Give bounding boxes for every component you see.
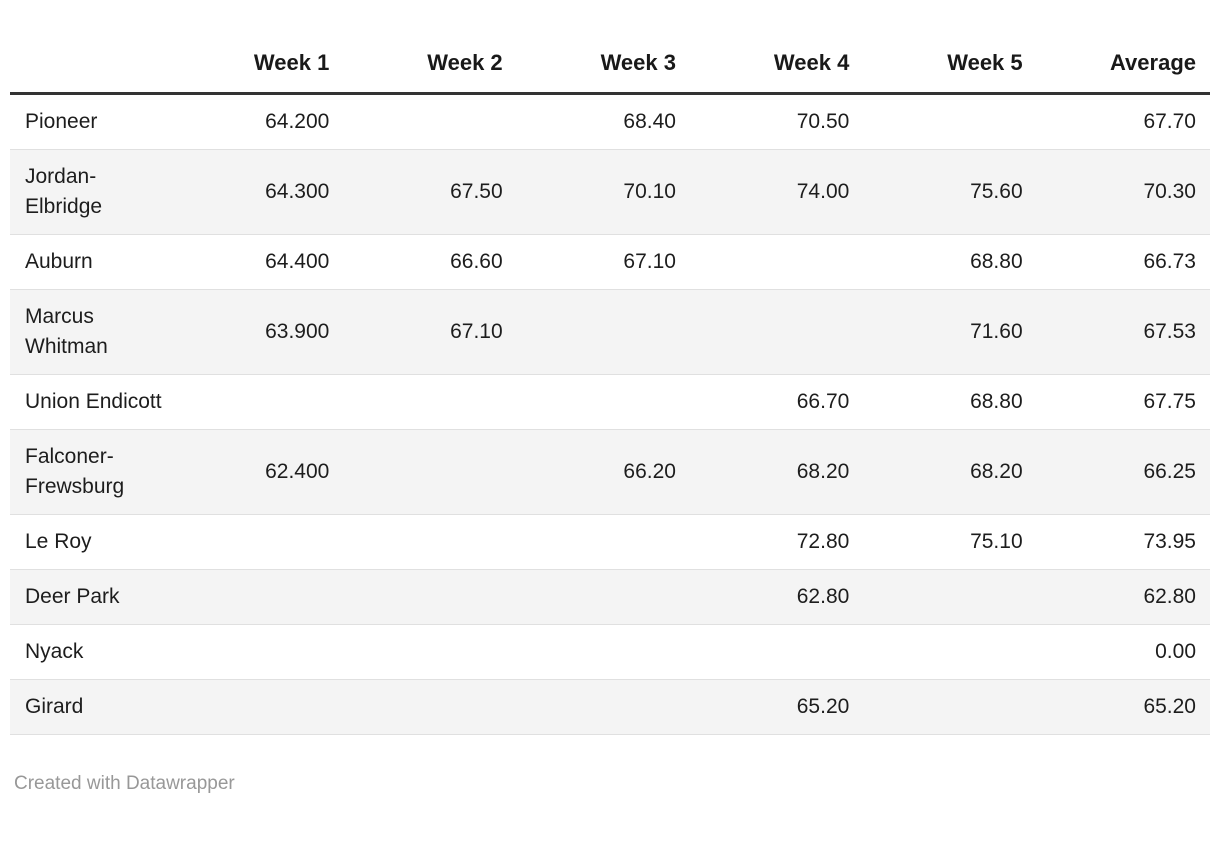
value-cell	[863, 625, 1036, 680]
table-row	[10, 94, 1210, 150]
column-header: Week 5	[863, 18, 1036, 94]
value-cell	[517, 375, 690, 430]
value-cell	[517, 570, 690, 625]
value-cell	[170, 515, 343, 570]
value-cell	[343, 570, 516, 625]
datawrapper-attribution-link[interactable]: Created with Datawrapper	[14, 773, 235, 794]
table-row	[10, 625, 1210, 680]
value-cell: 66.25	[1037, 430, 1210, 515]
value-cell: 67.10	[343, 290, 516, 375]
value-cell: 68.20	[690, 430, 863, 515]
value-cell	[170, 625, 343, 680]
column-header: Week 3	[517, 18, 690, 94]
value-cell: 66.73	[1037, 235, 1210, 290]
column-header: Week 2	[343, 18, 516, 94]
row-label: Nyack	[10, 625, 170, 680]
table-row	[10, 680, 1210, 735]
value-cell: 66.20	[517, 430, 690, 515]
value-cell	[863, 570, 1036, 625]
table-row	[10, 430, 1210, 515]
value-cell: 68.80	[863, 235, 1036, 290]
value-cell	[863, 94, 1036, 150]
value-cell	[690, 235, 863, 290]
table-row	[10, 290, 1210, 375]
value-cell: 66.70	[690, 375, 863, 430]
value-cell: 73.95	[1037, 515, 1210, 570]
value-cell: 71.60	[863, 290, 1036, 375]
value-cell	[690, 625, 863, 680]
value-cell	[517, 290, 690, 375]
value-cell	[343, 375, 516, 430]
value-cell: 63.900	[170, 290, 343, 375]
row-label: Le Roy	[10, 515, 170, 570]
table-header	[10, 18, 1210, 94]
column-header: Week 1	[170, 18, 343, 94]
value-cell: 67.70	[1037, 94, 1210, 150]
header-row	[10, 18, 1210, 94]
value-cell: 62.400	[170, 430, 343, 515]
value-cell: 74.00	[690, 150, 863, 235]
row-label: Jordan-Elbridge	[10, 150, 170, 235]
weekly-scores-table	[10, 18, 1210, 735]
value-cell	[343, 94, 516, 150]
value-cell	[517, 625, 690, 680]
value-cell	[343, 625, 516, 680]
value-cell: 62.80	[690, 570, 863, 625]
table-row	[10, 235, 1210, 290]
value-cell: 67.50	[343, 150, 516, 235]
value-cell: 0.00	[1037, 625, 1210, 680]
value-cell: 66.60	[343, 235, 516, 290]
column-header: Average	[1037, 18, 1210, 94]
value-cell: 64.400	[170, 235, 343, 290]
value-cell	[863, 680, 1036, 735]
value-cell	[343, 430, 516, 515]
value-cell	[343, 680, 516, 735]
value-cell: 70.30	[1037, 150, 1210, 235]
row-label: Union Endicott	[10, 375, 170, 430]
table-row	[10, 375, 1210, 430]
value-cell: 67.75	[1037, 375, 1210, 430]
row-label: Falconer-Frewsburg	[10, 430, 170, 515]
value-cell: 68.40	[517, 94, 690, 150]
value-cell	[690, 290, 863, 375]
table-row	[10, 150, 1210, 235]
value-cell: 67.10	[517, 235, 690, 290]
value-cell: 75.60	[863, 150, 1036, 235]
value-cell: 70.50	[690, 94, 863, 150]
value-cell	[517, 680, 690, 735]
value-cell: 65.20	[690, 680, 863, 735]
row-label: Pioneer	[10, 94, 170, 150]
row-label: Deer Park	[10, 570, 170, 625]
table-row	[10, 515, 1210, 570]
attribution-footer	[10, 773, 1210, 805]
value-cell: 67.53	[1037, 290, 1210, 375]
value-cell: 72.80	[690, 515, 863, 570]
value-cell: 68.20	[863, 430, 1036, 515]
value-cell	[170, 375, 343, 430]
corner-header-cell	[10, 18, 170, 94]
value-cell: 64.200	[170, 94, 343, 150]
value-cell	[517, 515, 690, 570]
table-body	[10, 94, 1210, 735]
table-row	[10, 570, 1210, 625]
value-cell	[170, 570, 343, 625]
row-label: Auburn	[10, 235, 170, 290]
value-cell: 62.80	[1037, 570, 1210, 625]
column-header: Week 4	[690, 18, 863, 94]
value-cell: 65.20	[1037, 680, 1210, 735]
row-label: Girard	[10, 680, 170, 735]
table-chart	[10, 0, 1210, 805]
value-cell	[343, 515, 516, 570]
value-cell: 64.300	[170, 150, 343, 235]
value-cell: 75.10	[863, 515, 1036, 570]
value-cell	[170, 680, 343, 735]
row-label: Marcus Whitman	[10, 290, 170, 375]
value-cell: 68.80	[863, 375, 1036, 430]
value-cell: 70.10	[517, 150, 690, 235]
